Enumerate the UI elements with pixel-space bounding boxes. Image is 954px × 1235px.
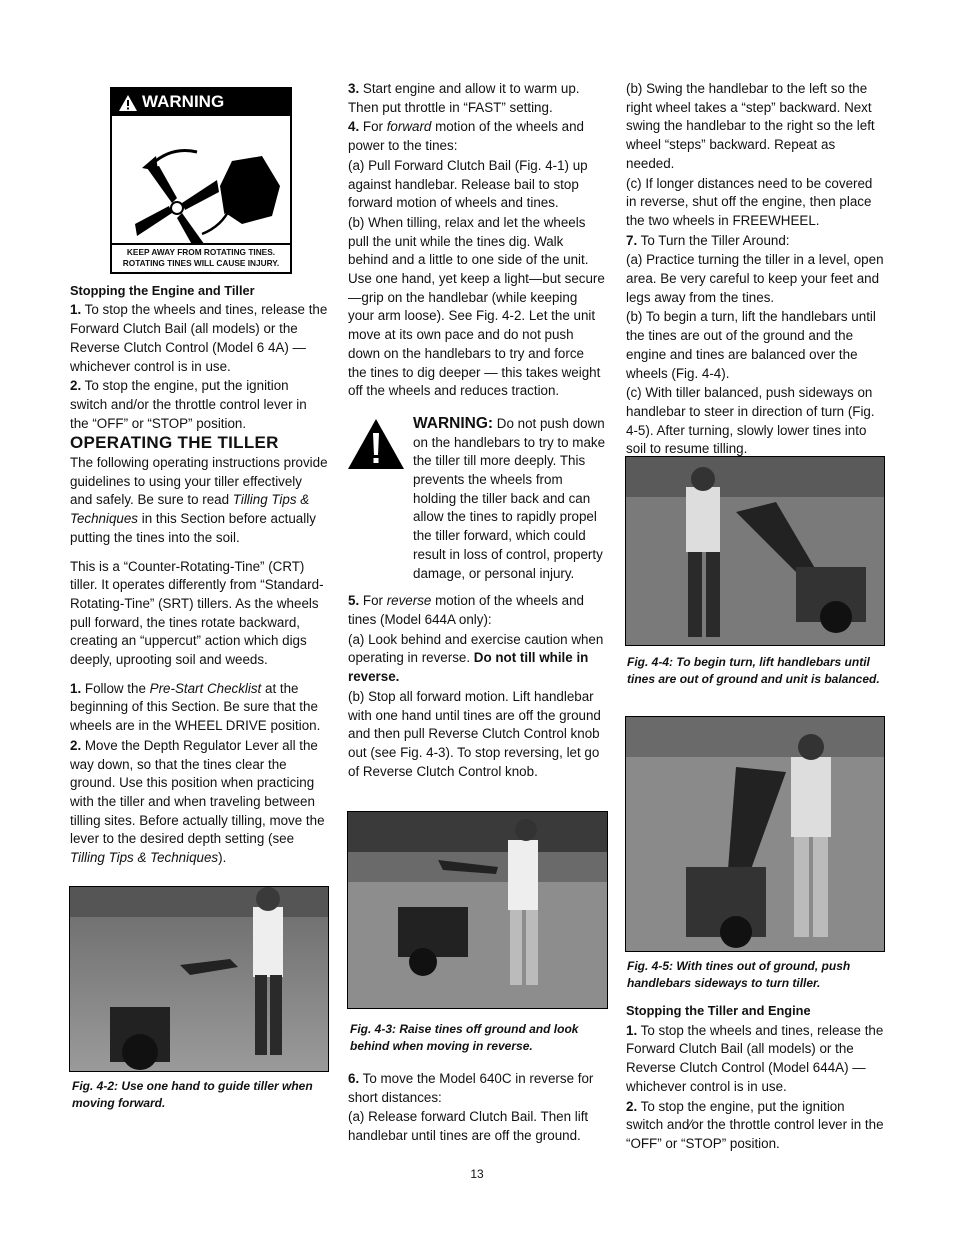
- stop-step-1: 1. To stop the wheels and tines, release the Forward Clutch Bail (all models) or the Reverse Clutch Control (Model 6 4A) — whichever control is in use.: [70, 302, 328, 374]
- column-3: [626, 80, 884, 460]
- operating-step-7: 7. To Turn the Tiller Around:: [626, 232, 790, 248]
- fig-4-3-caption: Fig. 4-3: Raise tines off ground and look behind when moving in reverse.: [350, 1022, 579, 1053]
- warning-label-footer: [112, 243, 290, 272]
- column-3-bottom: [626, 1002, 884, 1155]
- stopping-engine-heading: Stopping the Engine and Tiller: [70, 282, 255, 298]
- operating-step-4b: (b) When tilling, relax and let the wheels pull the unit while the tines dig. Walk behind and a little to one side of the unit. Use one hand, yet keep a light—but secure—grip on the handlebar (while keeping your arm loose). See Fig. 4-2. Let the unit move at its own pace and do not push down on the handlebars to try and force the tines to dig deeper — this takes weight off the wheels and reduces traction.: [348, 214, 605, 399]
- stop-step-2: 2. To stop the engine, put the ignition switch and/or the throttle control lever in the “OFF” or “STOP” position.: [70, 378, 307, 431]
- warning-label-line2: ROTATING TINES WILL CAUSE INJURY.: [122, 257, 280, 268]
- column-2: [348, 80, 606, 782]
- warning-label-line1: KEEP AWAY FROM ROTATING TINES.: [126, 246, 276, 257]
- operating-step-7c: (c) With tiller balanced, push sideways on handlebar to steer in direction of turn (Fig. 4-5). After turning, slowly lower tines into soil to resume tilling.: [626, 385, 875, 457]
- operating-step-5b: (b) Stop all forward motion. Lift handlebar with one hand until tines are off the ground and then pull Reverse Clutch Control knob out (see Fig. 4-3). To stop reversing, let go of Reverse Clutch Control knob.: [348, 688, 601, 779]
- warning-triangle-icon: [119, 95, 137, 111]
- operating-step-6: 6. To move the Model 640C in reverse for short distances:: [348, 1071, 594, 1105]
- tilling-warning: [348, 415, 606, 583]
- fig-4-5-caption: Fig. 4-5: With tines out of ground, push handlebars sideways to turn tiller.: [627, 959, 851, 990]
- fig-4-3-photo: [347, 811, 608, 1009]
- operating-step-6c: (c) If longer distances need to be covered in reverse, shut off the engine, then place the two wheels in FREEWHEEL.: [626, 175, 873, 228]
- fig-4-4-photo: [625, 456, 885, 646]
- operating-step-4: 4. For forward motion of the wheels and power to the tines:: [348, 119, 584, 154]
- rotating-tines-pictogram: [112, 116, 290, 243]
- operating-step-6b: (b) Swing the handlebar to the left so the right wheel takes a “step” backward. Next swing the handlebar to the right so the left wheel “steps” backward. Repeat as needed.: [626, 81, 875, 171]
- operating-step-1: 1. Follow the Pre-Start Checklist at the beginning of this Section. Be sure that the wheels are in the WHEEL DRIVE position.: [70, 680, 321, 734]
- fig-4-5-photo: [625, 716, 885, 952]
- fig-4-4-caption: Fig. 4-4: To begin turn, lift handlebars until tines are out of ground and unit is balanced.: [627, 655, 880, 686]
- stop-tiller-step-1: 1. To stop the wheels and tines, release the Forward Clutch Bail (all models) or the Reverse Clutch Control (Model 644A) — whichever control is in use.: [626, 1022, 884, 1094]
- page-number: 13: [470, 1167, 484, 1181]
- intro-paragraph: The following operating instructions provide guidelines to using your tiller effectively and safely. Be sure to read Tilling Tips & Techniques in this Section before actually putting the tines into the soil.: [70, 455, 328, 545]
- warning-label-header: [112, 89, 290, 116]
- operating-step-5a: (a) Look behind and exercise caution when operating in reverse. Do not till while in reverse.: [348, 631, 604, 685]
- operating-step-2: 2. Move the Depth Regulator Lever all the way down, so that the tines clear the ground. Use this position when practicing with the tiller and when traveling between tilling sites. Before actually tilling, move the lever to the desired depth setting (see Tilling Tips & Techniques).: [70, 737, 325, 866]
- stop-tiller-step-2: 2. To stop the engine, put the ignition switch and⁄or the throttle control lever in the “OFF” or “STOP” position.: [626, 1098, 884, 1151]
- operating-step-5: 5. For reverse motion of the wheels and tines (Model 644A only):: [348, 593, 584, 627]
- operating-step-7a: (a) Practice turning the tiller in a level, open area. Be very careful to keep your feet and legs away from the tines.: [626, 252, 884, 305]
- operating-step-4a: (a) Pull Forward Clutch Bail (Fig. 4-1) up against handlebar. Release bail to stop forward motion of wheels and tines.: [348, 157, 588, 211]
- column-1: [70, 80, 328, 869]
- column-2-bottom: [348, 1070, 606, 1147]
- operating-step-6a: (a) Release forward Clutch Bail. Then lift handlebar until tines are off the ground.: [348, 1109, 589, 1144]
- fig-4-2-photo: [69, 886, 329, 1072]
- section-title: OPERATING THE TILLER: [70, 433, 279, 453]
- crt-paragraph: This is a “Counter-Rotating-Tine” (CRT) tiller. It operates differently from “Standard-Rotating-Tine” (SRT) tillers. As the wheels pull forward, the tines rotate backward, creating an “uppercut” action which digs deeply, uprooting soil and weeds.: [70, 558, 324, 668]
- warning-label: [110, 87, 292, 274]
- operating-step-3: 3. Start engine and allow it to warm up. Then put throttle in “FAST” setting.: [348, 81, 580, 115]
- tilling-warning-text: WARNING: Do not push down on the handlebars to try to make the tiller till more deeply. This prevents the wheels from holding the tiller back and can allow the tines to rapidly propel the tiller forward, which could result in loss of control, property damage, or personal injury.: [413, 414, 606, 581]
- stopping-tiller-heading: Stopping the Tiller and Engine: [626, 1003, 811, 1018]
- operating-step-7b: (b) To begin a turn, lift the handlebars until the tines are out of the ground and the engine and tines are balanced over the wheels (Fig. 4-4).: [626, 309, 876, 381]
- fig-4-2-caption: Fig. 4-2: Use one hand to guide tiller when moving forward.: [72, 1079, 313, 1110]
- warning-triangle-icon: [348, 419, 404, 469]
- warning-label-title: WARNING: [142, 92, 225, 111]
